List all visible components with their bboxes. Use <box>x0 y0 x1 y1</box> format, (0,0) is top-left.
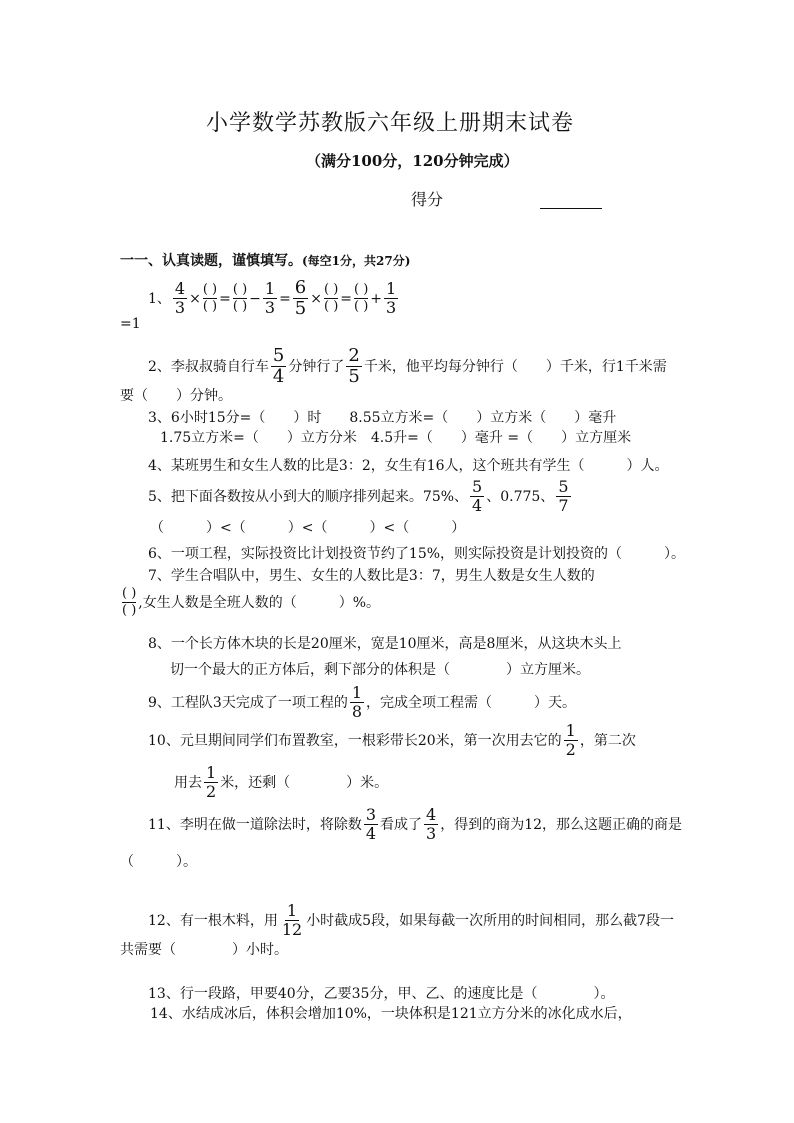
fraction-4-3: $\frac{4}{3}$ <box>426 805 437 843</box>
q10-text-a: 10、元旦期间同学们布置教室，一根彩带长20米，第一次用去它的 <box>148 732 562 749</box>
q2-line2: 要（ ）分钟。 <box>120 388 232 404</box>
q9-text-b: ，完成全项工程需（ ）天。 <box>366 694 577 711</box>
q12-text-b: 小时截成5段，如果每截一次所用的时间相同，那么截7段一 <box>306 912 675 929</box>
q10-text-b: ，第二次 <box>579 732 636 749</box>
times-sign: × <box>189 290 201 307</box>
fraction-5-7: $\frac{5}{7}$ <box>558 477 569 515</box>
equals-sign: = <box>279 290 291 307</box>
fraction-1-2: $\frac{1}{2}$ <box>565 721 576 759</box>
question-14: 14、水结成冰后，体积会增加10%，一块体积是121立方分米的冰化成水后， <box>150 1006 632 1022</box>
score-label: 得分 <box>411 190 444 209</box>
q2-text-a: 2、李叔叔骑自行车 <box>148 358 269 375</box>
q11-text-b: 看成了 <box>380 816 423 833</box>
question-5 <box>148 478 573 515</box>
answer-fraction-blank[interactable]: ( ) ( ) <box>354 282 369 314</box>
q1-number: 1、 <box>148 290 171 307</box>
fraction-4-3: $\frac{4}{3}$ <box>174 279 186 317</box>
fraction-1-8: $\frac{1}{8}$ <box>351 683 363 721</box>
fraction-2-5: $\frac{2}{5}$ <box>348 345 360 387</box>
minus-sign: − <box>249 290 261 307</box>
fraction-6-5: $\frac{6}{5}$ <box>294 277 307 319</box>
section-title: 一一、认真读题，谨慎填写。 <box>120 253 302 269</box>
fraction-1-3: $\frac{1}{3}$ <box>264 279 276 317</box>
question-1 <box>148 278 400 319</box>
q5-answer-line[interactable]: （ ）<（ ）<（ ）<（ ） <box>150 520 466 536</box>
q3-line2: 1.75立方米=（ ）立方分米 4.5升=（ ）毫升 =（ ）立方厘米 <box>160 430 632 446</box>
equals-sign: = <box>219 290 231 307</box>
question-4: 4、某班男生和女生人数的比是3：2，女生有16人，这个班共有学生（ ）人。 <box>148 458 669 474</box>
score-blank-line[interactable] <box>540 208 602 209</box>
q9-text-a: 9、工程队3天完成了一项工程的 <box>148 694 348 711</box>
q12-line2: 共需要（ ）小时。 <box>120 942 288 958</box>
question-13: 13、行一段路，甲要40分，乙要35分，甲、乙、的速度比是（ ）。 <box>148 986 615 1002</box>
q8-line2: 切一个最大的正方体后，剩下部分的体积是（ ）立方厘米。 <box>170 662 590 678</box>
equals-sign: = <box>340 290 352 307</box>
q7-line2-row <box>120 586 380 619</box>
q11-text-a: 11、李明在做一道除法时，将除数 <box>148 816 362 833</box>
question-12 <box>148 902 674 939</box>
section-note: (每空1分，共27分) <box>302 254 411 268</box>
q10-text-d: 米，还剩（ ）米。 <box>220 774 389 791</box>
q2-text-b: 分钟行了 <box>288 358 345 375</box>
fraction-3-4: $\frac{3}{4}$ <box>365 805 377 843</box>
q11-text-c: ，得到的商为12，那么这题正确的商是 <box>440 816 683 833</box>
answer-fraction-blank[interactable]: ( ) ( ) <box>232 282 248 314</box>
answer-fraction-blank[interactable]: ( ) ( ) <box>122 586 137 618</box>
fraction-5-4: $\frac{5}{4}$ <box>272 345 285 387</box>
answer-fraction-blank[interactable]: ( ) ( ) <box>323 282 339 314</box>
fraction-1-12: $\frac{1}{12}$ <box>281 901 303 939</box>
plus-sign: + <box>370 290 383 307</box>
times-sign: × <box>310 290 322 307</box>
answer-fraction-blank[interactable]: ( ) ( ) <box>202 282 218 314</box>
q2-text-c: 千米，他平均每分钟行（ ）千米，行1千米需 <box>363 358 667 375</box>
q10-text-c: 用去 <box>174 774 202 791</box>
question-6: 6、一项工程，实际投资比计划投资节约了15%，则实际投资是计划投资的（ ）。 <box>148 546 686 562</box>
fraction-1-2: $\frac{1}{2}$ <box>206 763 217 801</box>
section-heading <box>120 250 410 270</box>
question-2 <box>148 346 667 387</box>
q1-tail: =1 <box>120 316 141 332</box>
q5-text-a: 5、把下面各数按从小到大的顺序排列起来。75%、 <box>148 488 469 505</box>
page-subtitle: （满分100分，120分钟完成） <box>306 152 519 170</box>
fraction-5-4: $\frac{5}{4}$ <box>472 477 483 515</box>
q7-line2: ,女生人数是全班人数的（ ）%。 <box>138 594 381 611</box>
page-title: 小学数学苏教版六年级上册期末试卷 <box>206 111 575 136</box>
q10-line2 <box>174 764 388 801</box>
q7-line1: 7、学生合唱队中，男生、女生的人数比是3：7，男生人数是女生人数的 <box>148 568 595 584</box>
q11-line2: （ ）。 <box>120 854 197 870</box>
question-10 <box>148 722 636 759</box>
q12-text-a: 12、有一根木料，用 <box>148 912 278 929</box>
fraction-1-3: $\frac{1}{3}$ <box>386 279 397 317</box>
q8-line1: 8、一个长方体木块的长是20厘米，宽是10厘米，高是8厘米，从这块木头上 <box>148 636 622 652</box>
q5-text-b: 、0.775、 <box>486 488 555 505</box>
question-11 <box>148 806 682 843</box>
question-9 <box>148 684 576 721</box>
q3-line1: 3、6小时15分=（ ）时 8.55立方米=（ ）立方米（ ）毫升 <box>148 410 617 426</box>
